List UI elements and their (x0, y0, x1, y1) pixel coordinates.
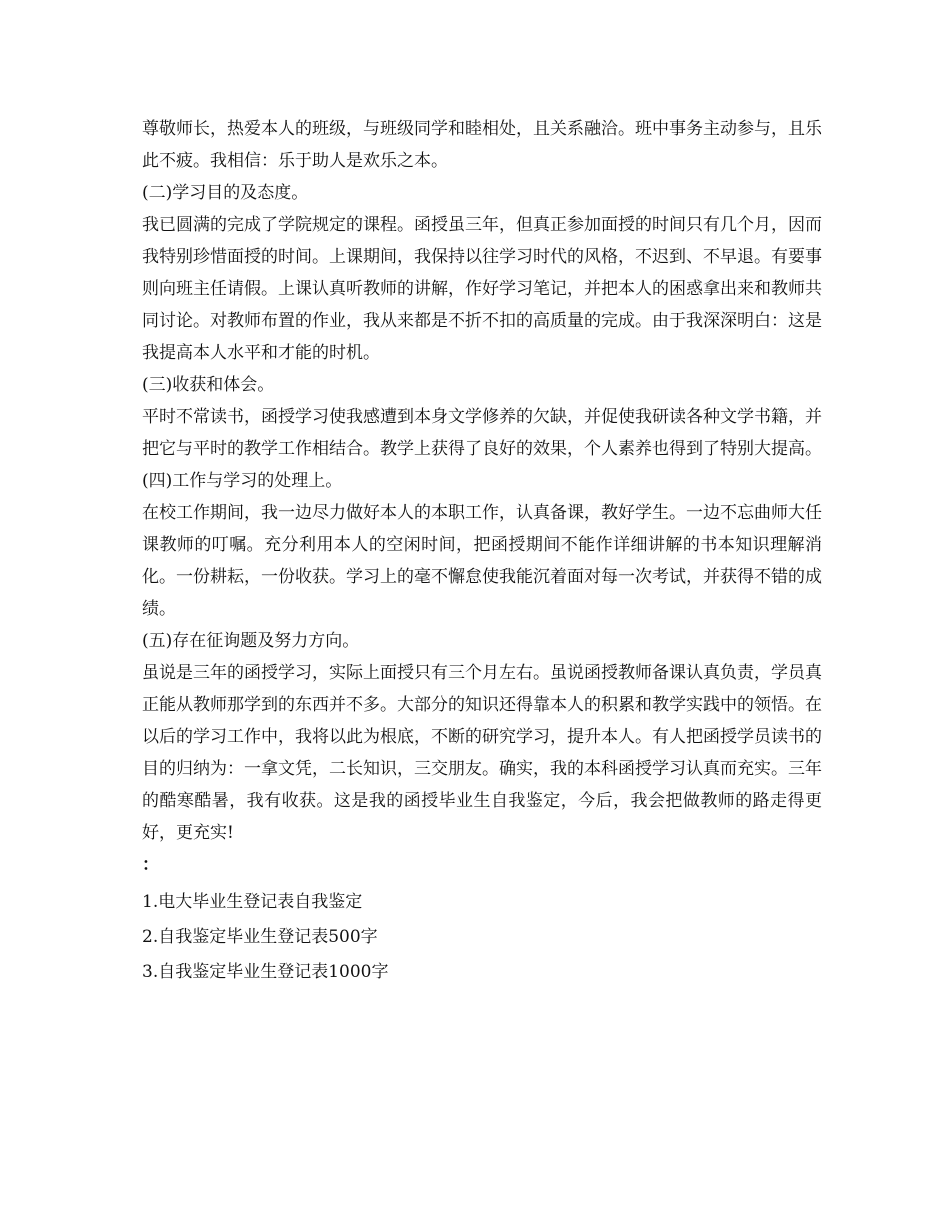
paragraph-work-study-balance: 在校工作期间，我一边尽力做好本人的本职工作，认真备课，教好学生。一边不忘曲师大任课教师的叮嘱。充分利用本人的空闲时间，把函授期间不能作详细讲解的书本知识理解消化。一份耕耘，一份收获。学习上的毫不懈怠使我能沉着面对每一次考试，并获得不错的成绩。 (142, 503, 822, 619)
related-article-link[interactable]: 3.自我鉴定毕业生登记表1000字 (142, 962, 389, 982)
section-heading-problems-direction: (五)存在征询题及努力方向。 (142, 631, 360, 651)
paragraph-problems-direction: 虽说是三年的函授学习，实际上面授只有三个月左右。虽说函授教师备课认真负责，学员真正能从教师那学到的东西并不多。大部分的知识还得靠本人的积累和教学实践中的领悟。在以后的学习工作中，我将以此为根底，不断的研究学习，提升本人。有人把函授学员读书的目的归纳为：一拿文凭，二长知识，三交朋友。确实，我的本科函授学习认真而充实。三年的酷寒酷暑，我有收获。这是我的函授毕业生自我鉴定，今后，我会把做教师的路走得更好，更充实! (142, 663, 822, 843)
related-article-link[interactable]: 2.自我鉴定毕业生登记表500字 (142, 927, 378, 947)
related-articles-list (142, 885, 822, 990)
document-body (142, 113, 822, 990)
related-article-link[interactable]: 1.电大毕业生登记表自我鉴定 (142, 892, 363, 912)
paragraph-study-attitude: 我已圆满的完成了学院规定的课程。函授虽三年，但真正参加面授的时间只有几个月，因而我特别珍惜面授的时间。上课期间，我保持以往学习时代的风格，不迟到、不早退。有要事则向班主任请假。上课认真听教师的讲解，作好学习笔记，并把本人的困惑拿出来和教师共同讨论。对教师布置的作业，我从来都是不折不扣的高质量的完成。由于我深深明白：这是我提高本人水平和才能的时机。 (142, 215, 822, 363)
paragraph-conduct: 尊敬师长，热爱本人的班级，与班级同学和睦相处，且关系融洽。班中事务主动参与，且乐此不疲。我相信：乐于助人是欢乐之本。 (142, 119, 822, 171)
related-list-marker: ： (142, 855, 159, 875)
section-heading-gains: (三)收获和体会。 (142, 375, 275, 395)
section-heading-work-study-balance: (四)工作与学习的处理上。 (142, 471, 343, 491)
section-heading-study-attitude: (二)学习目的及态度。 (142, 183, 309, 203)
paragraph-gains: 平时不常读书，函授学习使我感遭到本身文学修养的欠缺，并促使我研读各种文学书籍，并把它与平时的教学工作相结合。教学上获得了良好的效果，个人素养也得到了特别大提高。 (142, 407, 822, 459)
